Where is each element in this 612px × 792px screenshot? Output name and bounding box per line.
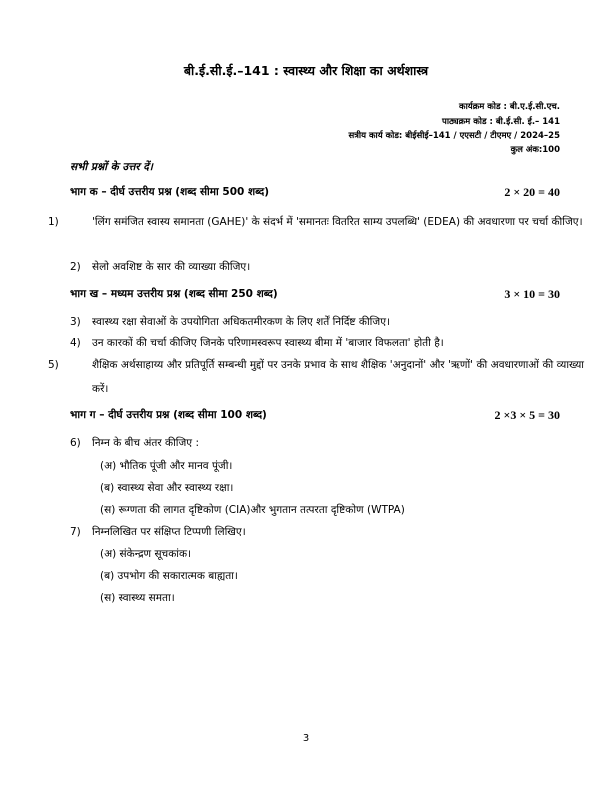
question-text: निम्न के बीच अंतर कीजिए :	[92, 437, 199, 449]
question-text: निम्नलिखित पर संक्षिप्त टिप्पणी लिखिए।	[92, 526, 246, 538]
section-marks: 2 × 20 = 40	[504, 185, 560, 199]
question-2	[70, 255, 562, 279]
question-text: उन कारकों की चर्चा कीजिए जिनके परिणामस्वरूप स्वास्थ्य बीमा में 'बाजार विफलता' होती है।	[92, 337, 444, 349]
section-c-heading	[70, 408, 560, 422]
sub-question-6a: (अ) भौतिक पूंजी और मानव पूंजी।	[100, 460, 233, 472]
section-heading-text: भाग ख – मध्यम उत्तरीय प्रश्न (शब्द सीमा 250 शब्द)	[70, 288, 278, 300]
question-7	[70, 520, 562, 544]
question-number: 5)	[48, 359, 59, 371]
instruction: सभी प्रश्नों के उत्तर दें।	[70, 161, 153, 173]
question-number: 2)	[70, 261, 81, 273]
question-number: 1)	[48, 216, 59, 228]
question-text: शैक्षिक अर्थसाहाय्य और प्रतिपूर्ति सम्बन्धी मुद्दों पर उनके प्रभाव के साथ शैक्षिक 'अनुदानों' और 'ऋणों' की अवधारणाओं की व्याख्या करें।	[92, 359, 584, 395]
document-title: बी.ई.सी.ई.–141 : स्वास्थ्य और शिक्षा का अर्थशास्त्र	[183, 63, 429, 78]
question-text: 'लिंग समंजित स्वास्य समानता (GAHE)' के संदर्भ में 'समानतः वितरित साम्य उपलब्धि' (EDEA) की अवधारणा पर चर्चा कीजिए।	[92, 216, 583, 228]
programme-code: कार्यक्रम कोड : बी.ए.ई.सी.एच.	[459, 102, 560, 112]
sub-question-7a: (अ) संकेन्द्रण सूचकांक।	[100, 548, 192, 560]
assignment-code: सत्रीय कार्य कोड: बीईसीई–141 / एएसटी / टीएमए / 2024–25	[348, 131, 560, 141]
question-4	[70, 331, 562, 355]
sub-question-7c: (स) स्वास्थ्य समता।	[100, 592, 175, 604]
page-number: 3	[302, 733, 310, 744]
sub-question-6c: (स) रूग्णता की लागत दृष्टिकोण (CIA)और भुगतान तत्परता दृष्टिकोण (WTPA)	[100, 504, 405, 516]
question-1	[48, 210, 584, 234]
question-text: सेलो अवशिष्ट के सार की व्याख्या कीजिए।	[92, 261, 251, 273]
sub-question-6b: (ब) स्वास्थ्य सेवा और स्वास्थ्य रक्षा।	[100, 482, 234, 494]
question-number: 6)	[70, 437, 81, 449]
question-5	[48, 353, 584, 401]
question-number: 4)	[70, 337, 81, 349]
question-number: 7)	[70, 526, 81, 538]
section-b-heading	[70, 287, 560, 301]
section-heading-text: भाग क – दीर्घ उत्तरीय प्रश्न (शब्द सीमा 500 शब्द)	[70, 186, 269, 198]
section-heading-text: भाग ग – दीर्घ उत्तरीय प्रश्न (शब्द सीमा 100 शब्द)	[70, 409, 267, 421]
sub-question-7b: (ब) उपभोग की सकारात्मक बाह्यता।	[100, 570, 238, 582]
question-text: स्वास्थ्य रक्षा सेवाओं के उपयोगिता अधिकतमीरकण के लिए शर्तें निर्दिष्ट कीजिए।	[92, 316, 390, 328]
course-code: पाठ्यक्रम कोड : बी.ई.सी. ई.– 141	[442, 117, 560, 127]
question-6	[70, 431, 562, 455]
max-marks: कुल अंक:100	[510, 145, 560, 155]
question-number: 3)	[70, 316, 81, 328]
section-marks: 3 × 10 = 30	[504, 287, 560, 301]
section-a-heading	[70, 185, 560, 199]
section-marks: 2 ×3 × 5 = 30	[494, 408, 560, 422]
